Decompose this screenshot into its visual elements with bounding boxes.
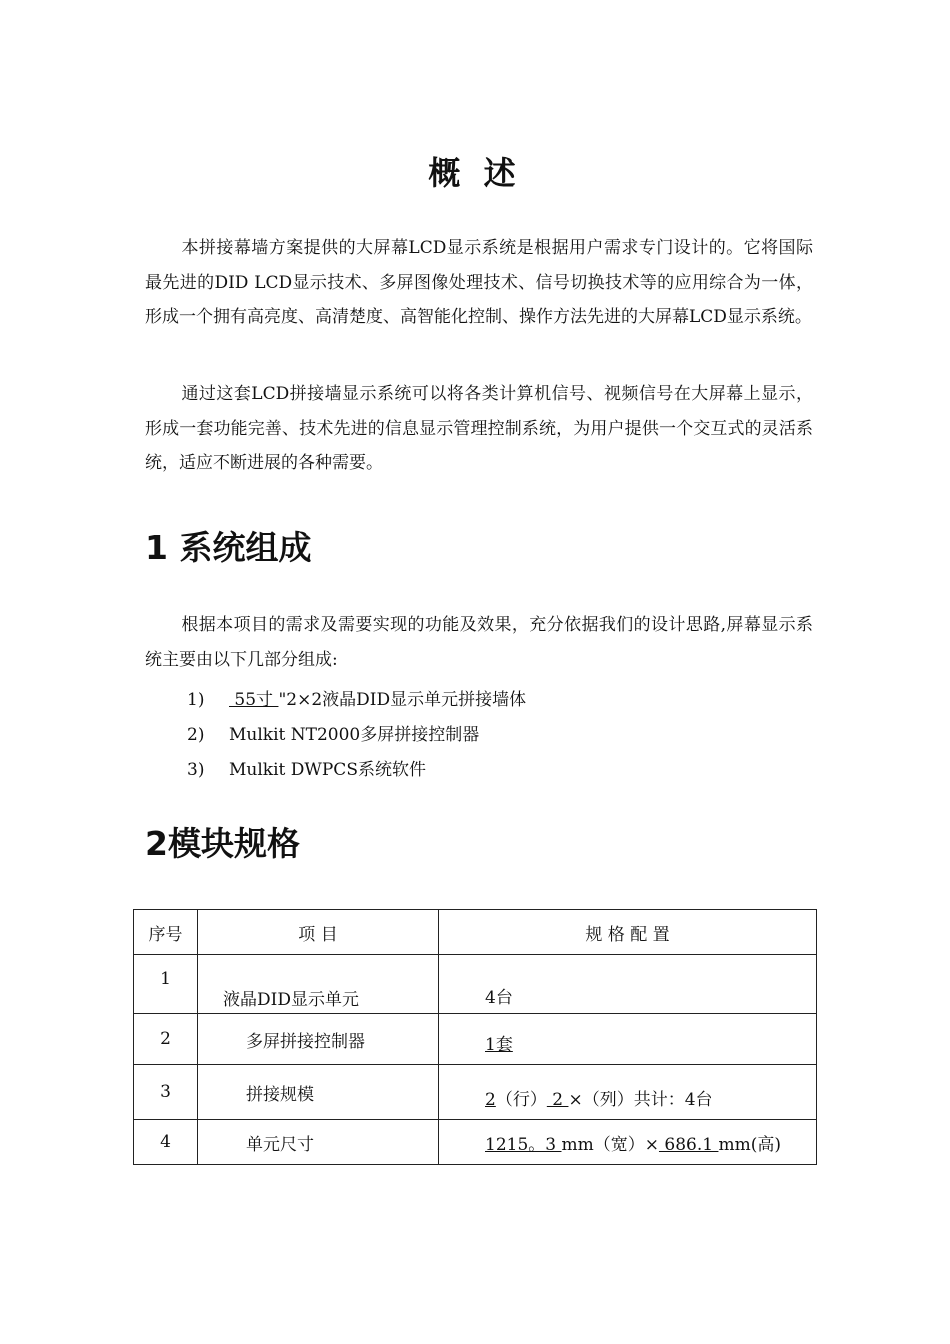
table-row [134,1065,817,1120]
overview-paragraph-1 [145,231,813,335]
section-2-heading: 2模块规格 [145,824,300,863]
spec-height-value: 686.1 [658,1134,719,1155]
row-spec [439,1120,817,1165]
row-item: 多屏拼接控制器 [198,1014,439,1065]
overview-paragraph-2 [145,377,813,481]
section-1-heading: 1 系统组成 [145,528,312,567]
table-row [134,1014,817,1065]
spec-width-unit: mm（宽）× [561,1134,659,1155]
row-number: 1 [134,955,198,1014]
row-spec [439,1065,817,1120]
list-item-text: "2×2液晶DID显示单元拼接墙体 [278,690,527,710]
table-header-row [134,910,817,955]
spec-cols-value: 2 [546,1089,569,1110]
table-row [134,955,817,1014]
row-spec [439,1014,817,1065]
row-item: 拼接规模 [198,1065,439,1120]
row-spec-value: 1套 [485,1034,513,1055]
section-1-intro-text: 根据本项目的需求及需要实现的功能及效果，充分依据我们的设计思路,屏幕显示系统主要由以下几部分组成: [145,615,813,670]
row-number: 4 [134,1120,198,1165]
spec-cols-label: ×（列）共计：4台 [568,1089,713,1110]
page-title: 概 述 [428,154,522,192]
table-row [134,1120,817,1165]
list-item [187,720,479,745]
header-cell-spec: 规 格 配 置 [439,910,817,955]
overview-paragraph-1-text: 本拼接幕墙方案提供的大屏幕LCD显示系统是根据用户需求专门设计的。它将国际最先进的DID LCD显示技术、多屏图像处理技术、信号切换技术等的应用综合为一体，形成一个拥有高亮度、高清楚度、高智能化控制、操作方法先进的大屏幕LCD显示系统。 [145,238,813,327]
spec-height-unit: mm(高) [718,1134,781,1155]
header-cell-no: 序号 [134,910,198,955]
section-1-intro [145,608,813,677]
spec-rows-label: （行） [495,1089,547,1110]
list-item-number: 3) [187,760,205,780]
row-item: 液晶DID显示单元 [198,955,439,1014]
list-item-underlined: 55寸 [229,690,279,710]
row-spec: 4台 [439,955,817,1014]
header-cell-item: 项 目 [198,910,439,955]
list-item-number: 2) [187,725,205,745]
list-item [187,755,426,780]
spec-table [133,909,817,1165]
list-item-number: 1) [187,690,205,710]
list-item [187,685,526,710]
list-item-text: Mulkit NT2000多屏拼接控制器 [229,725,480,745]
row-number: 3 [134,1065,198,1120]
row-item: 单元尺寸 [198,1120,439,1165]
spec-rows-value: 2 [485,1089,496,1110]
row-number: 2 [134,1014,198,1065]
list-item-text: Mulkit DWPCS系统软件 [229,760,426,780]
spec-width-value: 1215。3 [485,1134,562,1155]
overview-paragraph-2-text: 通过这套LCD拼接墙显示系统可以将各类计算机信号、视频信号在大屏幕上显示，形成一套功能完善、技术先进的信息显示管理控制系统，为用户提供一个交互式的灵活系统，适应不断进展的各种需要。 [145,384,813,473]
